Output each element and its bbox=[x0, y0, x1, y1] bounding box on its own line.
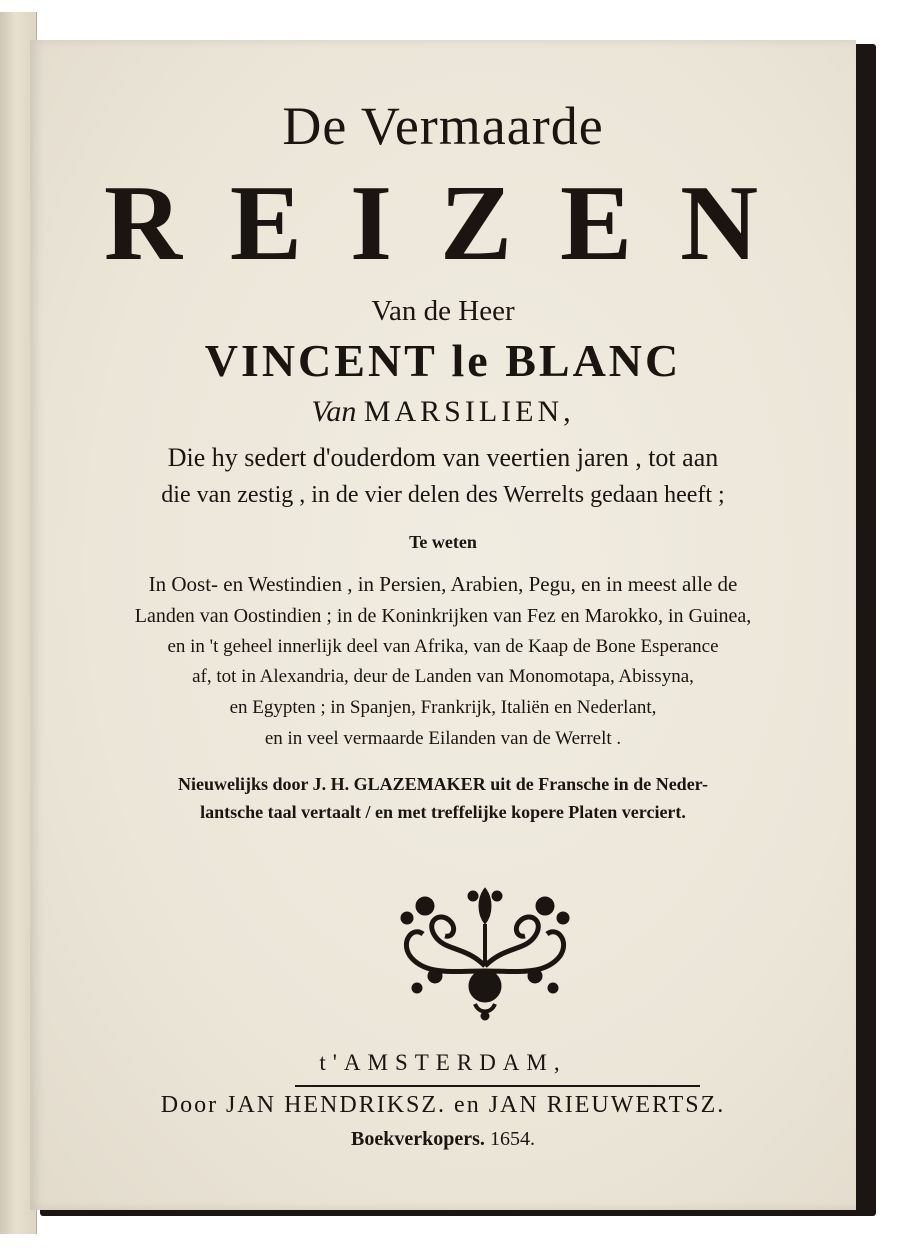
publishers-line: Door JAN HENDRIKSZ. en JAN RIEUWERTSZ. bbox=[160, 1092, 726, 1118]
imprint-booksellers: Boekverkopers. bbox=[351, 1128, 485, 1150]
place-of-publication: t'AMSTERDAM, bbox=[319, 1050, 567, 1075]
title-page bbox=[30, 40, 856, 1210]
imprint-line bbox=[30, 1128, 856, 1151]
description-line-4: af, tot in Alexandria, deur de Landen van Monomotapa, Abissyna, bbox=[192, 666, 694, 687]
imprint-year: 1654. bbox=[489, 1128, 535, 1150]
te-weten-heading: Te weten bbox=[409, 532, 477, 552]
author-origin bbox=[30, 395, 856, 429]
imprint-rule bbox=[295, 1085, 700, 1087]
title-line-3: Van de Heer bbox=[371, 295, 515, 327]
title-line-1: De Vermaarde bbox=[282, 96, 604, 156]
subtitle-line-2: die van zestig , in de vier delen des Werrelts gedaan heeft ; bbox=[161, 482, 725, 508]
floral-ornament-icon bbox=[395, 876, 575, 1021]
author-name: VINCENT le BLANC bbox=[204, 335, 682, 386]
translator-line-2: lantsche taal vertaalt / en met treffelijke kopere Platen verciert. bbox=[200, 802, 686, 822]
description-line-6: en in veel vermaarde Eilanden van de Werrelt . bbox=[264, 728, 622, 749]
description-line-3: en in 't geheel innerlijk deel van Afrika, van de Kaap de Bone Esperance bbox=[167, 636, 719, 657]
translator-line-1: Nieuwelijks door J. H. GLAZEMAKER uit de Fransche in de Neder- bbox=[178, 774, 708, 794]
description-line-2: Landen van Oostindien ; in de Koninkrijken van Fez en Marokko, in Guinea, bbox=[134, 605, 752, 627]
author-origin-city: MARSILIEN, bbox=[363, 395, 575, 428]
author-origin-prefix: Van bbox=[311, 395, 357, 428]
description-line-1: In Oost- en Westindien , in Persien, Arabien, Pegu, en in meest alle de bbox=[148, 572, 738, 596]
subtitle-line-1: Die hy sedert d'ouderdom van veertien jaren , tot aan bbox=[167, 443, 719, 472]
description-line-5: en Egypten ; in Spanjen, Frankrijk, Italiën en Nederlant, bbox=[229, 697, 657, 718]
main-title: REIZEN bbox=[103, 164, 807, 283]
